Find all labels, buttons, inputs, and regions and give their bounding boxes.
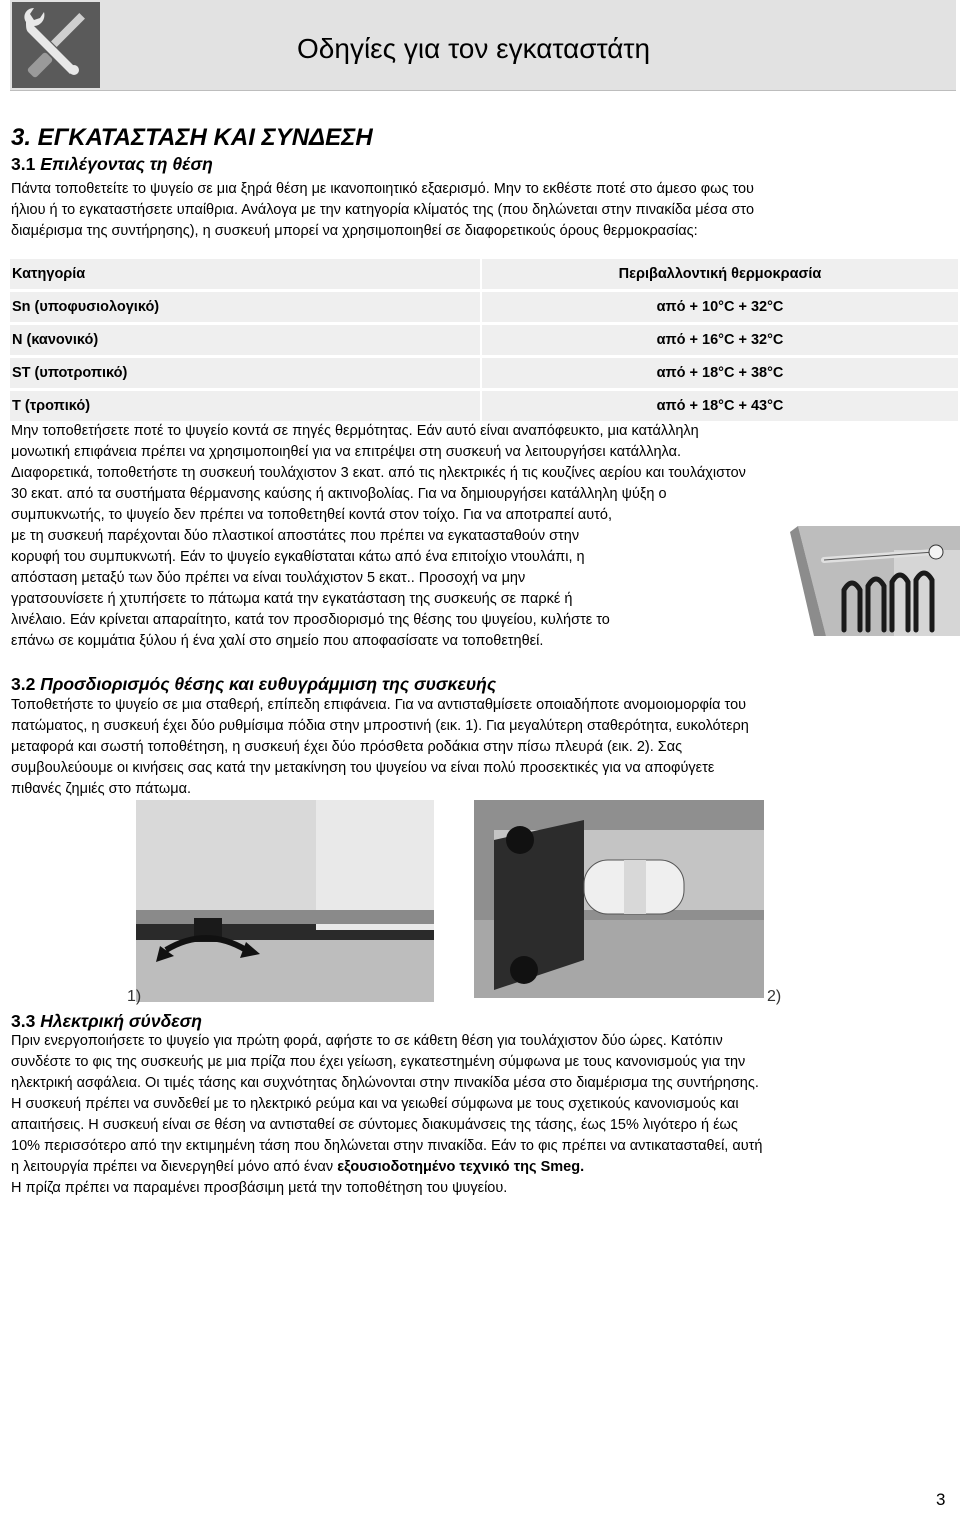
intro-line: Πάντα τοποθετείτε το ψυγείο σε μια ξηρά θέση με ικανοποιητικό εξαερισμό. Μην το εκθέστε ποτέ στο άμεσο φως του — [11, 181, 754, 197]
table-header-category: Κατηγορία — [10, 259, 480, 289]
section-3-1-number: 3.1 — [11, 154, 36, 174]
table-cell-category: N (κανονικό) — [10, 325, 480, 355]
section-3-3-line: Η συσκευή πρέπει να συνδεθεί με το ηλεκτρικό ρεύμα και να γειωθεί σύμφωνα με τους σχετικούς κανονισμούς και — [11, 1096, 739, 1112]
placement-line: Μην τοποθετήσετε ποτέ το ψυγείο κοντά σε πηγές θερμότητας. Εάν αυτό είναι αναπόφευκτο, μια κατάλληλη — [11, 423, 699, 439]
section-3-title: 3. ΕΓΚΑΤΑΣΤΑΣΗ ΚΑΙ ΣΥΝΔΕΣΗ — [11, 124, 373, 151]
figure-2-label: 2) — [767, 988, 782, 1005]
section-3-2-number: 3.2 — [11, 674, 36, 694]
table-cell-category: Sn (υποφυσιολογικό) — [10, 292, 480, 322]
section-3-2-paragraph — [11, 695, 946, 800]
placement-line: Διαφορετικά, τοποθετήστε τη συσκευή τουλάχιστον 3 εκατ. από τις ηλεκτρικές ή τις κουζίνες αερίου και τουλάχιστον — [11, 465, 746, 481]
section-3-2-title: Προσδιορισμός θέσης και ευθυγράμμιση της συσκευής — [40, 674, 497, 694]
intro-line: ήλιου ή το εγκαταστήσετε υπαίθρια. Ανάλογα με την κατηγορία κλίματός της (που δηλώνεται στην πινακίδα μέσα στο — [11, 202, 755, 218]
condenser-spacer-illustration — [784, 520, 960, 636]
placement-line: γρατσουνίσετε ή χτυπήσετε το πάτωμα κατά την εγκατάσταση της συσκευής σε παρκέ ή — [11, 591, 573, 607]
page-header — [10, 0, 956, 91]
table-cell-temperature: από + 18°C + 38°C — [482, 358, 958, 388]
section-3-3-paragraph — [11, 1031, 946, 1199]
section-3-1-intro — [11, 179, 946, 242]
section-3-2-line: πατώματος, η συσκευή έχει δύο ρυθμίσιμα πόδια στην μπροστινή (εικ. 1). Για μεγαλύτερη σταθερότητα, ευκολότερη — [11, 718, 749, 734]
table-cell-temperature: από + 10°C + 32°C — [482, 292, 958, 322]
placement-line: με τη συσκευή παρέχονται δύο πλαστικοί αποστάτες που πρέπει να εγκατασταθούν στην — [11, 528, 580, 544]
section-3-3-title: Ηλεκτρική σύνδεση — [40, 1011, 202, 1031]
placement-paragraph-continued — [11, 526, 769, 652]
rear-wheel-photo — [474, 800, 764, 998]
section-3-3-line — [11, 1157, 946, 1178]
section-3-3-line: συνδέστε το φις της συσκευής με μια πρίζα που έχει γείωση, εγκατεστημένη σύμφωνα με τους κανονισμούς για την — [11, 1054, 746, 1070]
table-header-temperature: Περιβαλλοντική θερμοκρασία — [482, 259, 958, 289]
table-row — [10, 358, 958, 388]
section-3-3-line: απαιτήσεις. Η συσκευή είναι σε θέση να αντισταθεί σε σύντομες διακυμάνσεις της τάσης, έως 15% λιγότερο ή έως — [11, 1117, 738, 1133]
page-number: 3 — [936, 1490, 946, 1509]
placement-line: επάνω σε κομμάτια ξύλου ή ένα χαλί στο σημείο που αποφασίσατε να τοποθετηθεί. — [11, 633, 544, 649]
section-3-3-line: 10% περισσότερο από την εκτιμημένη τάση που δηλώνεται στην πινακίδα. Εάν το φις πρέπει να αντικατασταθεί, αυτή — [11, 1138, 763, 1154]
table-cell-category: ST (υποτροπικό) — [10, 358, 480, 388]
intro-line: διαμέρισμα της συντήρησης), η συσκευή μπορεί να χρησιμοποιηθεί σε διαφορετικούς όρους θερμοκρασίας: — [11, 223, 698, 239]
section-3-2-line: Τοποθετήστε το ψυγείο σε μια σταθερή, επίπεδη επιφάνεια. Για να αντισταθμίσετε οποιαδήποτε ανομοιομορφία του — [11, 697, 747, 713]
section-3-2-line: πιθανές ζημιές στο πάτωμα. — [11, 781, 192, 797]
climate-class-table — [10, 259, 958, 424]
placement-line: απόσταση μεταξύ των δύο πρέπει να είναι τουλάχιστον 5 εκατ.. Προσοχή να μην — [11, 570, 526, 586]
figure-1-label: 1) — [127, 988, 142, 1005]
header-title: Οδηγίες για τον εγκαταστάτη — [297, 33, 651, 64]
placement-paragraph — [11, 421, 946, 526]
section-3-3-final-line: Η πρίζα πρέπει να παραμένει προσβάσιμη μετά την τοποθέτηση του ψυγείου. — [11, 1180, 508, 1196]
section-3-1-heading — [11, 154, 213, 175]
section-3-3-number: 3.3 — [11, 1011, 36, 1031]
tools-icon — [12, 2, 100, 88]
section-3-2-line: συμβουλεύουμε οι κινήσεις σας κατά την μετακίνηση του ψυγείου να είναι πολύ προσεκτικές για να αποφύγετε — [11, 760, 715, 776]
table-header-row — [10, 259, 958, 289]
placement-line: κορυφή του συμπυκνωτή. Εάν το ψυγείο εγκαθίσταται κάτω από ένα επιτοίχιο ντουλάπι, η — [11, 549, 585, 565]
table-cell-temperature: από + 16°C + 32°C — [482, 325, 958, 355]
adjustable-foot-photo — [136, 800, 434, 1002]
table-row — [10, 391, 958, 421]
section-3-2-heading — [11, 674, 496, 695]
placement-line: 30 εκατ. από τα συστήματα θέρμανσης καύσης ή ακτινοβολίας. Για να δημιουργήσει κατάλληλη ψύξη ο — [11, 486, 667, 502]
section-3-3-heading — [11, 1011, 202, 1032]
authorized-technician-prefix: η λειτουργία πρέπει να διενεργηθεί μόνο από έναν — [11, 1159, 338, 1175]
authorized-technician-bold: εξουσιοδοτημένο τεχνικό της Smeg. — [337, 1159, 585, 1175]
placement-line: μονωτική επιφάνεια πρέπει να χρησιμοποιηθεί για να επιτρέψει στη συσκευή να λειτουργήσει κατάλληλα. — [11, 444, 681, 460]
section-3-3-line: Πριν ενεργοποιήσετε το ψυγείο για πρώτη φορά, αφήστε το σε κάθετη θέση για τουλάχιστον δύο ώρες. Κατόπιν — [11, 1033, 723, 1049]
table-row — [10, 325, 958, 355]
table-cell-category: T (τροπικό) — [10, 391, 480, 421]
section-3-2-line: μεταφορά και σωστή τοποθέτηση, η συσκευή έχει δύο πρόσθετα ροδάκια στην πίσω πλευρά (εικ. 2). Σας — [11, 739, 683, 755]
placement-line: συμπυκνωτής, το ψυγείο δεν πρέπει να τοποθετηθεί κοντά στον τοίχο. Για να αποτραπεί αυτό, — [11, 507, 612, 523]
section-3-1-title: Επιλέγοντας τη θέση — [40, 154, 213, 174]
placement-line: λινέλαιο. Εάν κρίνεται απαραίτητο, κατά τον προσδιορισμό της θέσης του ψυγείου, κυλήστε το — [11, 612, 610, 628]
table-row — [10, 292, 958, 322]
section-3-3-line: ηλεκτρική ασφάλεια. Οι τιμές τάσης και συχνότητας δηλώνονται στην πινακίδα μέσα στο διαμέρισμα της συντήρησης. — [11, 1075, 759, 1091]
table-cell-temperature: από + 18°C + 43°C — [482, 391, 958, 421]
